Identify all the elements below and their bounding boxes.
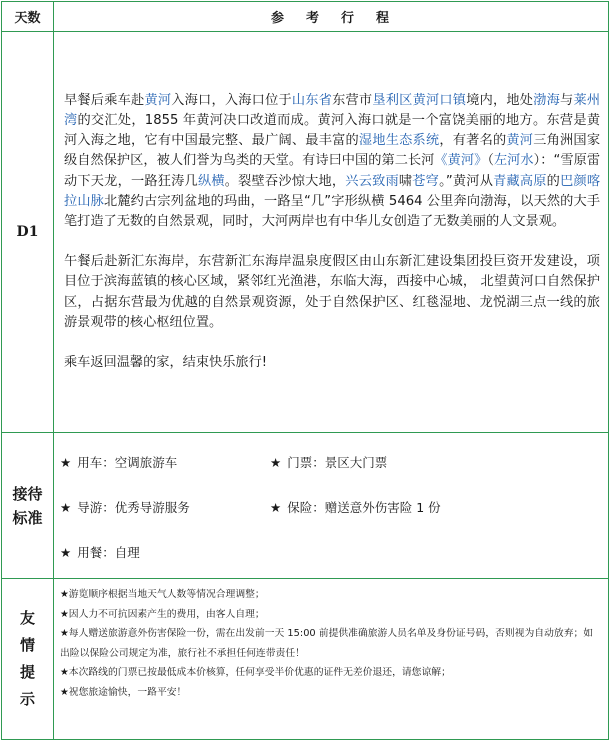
day-column-header: 天数 <box>2 2 54 32</box>
tips-label: 友 情 提 示 <box>2 579 54 740</box>
service-car: ★ 用车：空调旅游车 <box>60 455 178 470</box>
text-segment: 入海口，入海口位于 <box>171 92 292 108</box>
header-row <box>2 2 609 32</box>
text-segment: ，有著名的 <box>439 133 507 149</box>
text-segment: 的交汇处，1855 年黄河决口改道而成。黄河入海口就是一个富饶美丽的地方。东营是黄河入海之地，它有中国最完整、最广阔、最丰富的 <box>64 112 601 149</box>
star-icon: ★ <box>60 500 72 515</box>
text-segment: 北麓约古宗列盆地的玛曲，一路呈“几”字形纵横 5464 公里奔向渤海，以天然的大手笔打造了无数的自然景观，同时，大河两岸也有中华儿女创造了无数美丽的人文景观。 <box>64 193 601 229</box>
keyword-link[interactable]: 黄河口镇 <box>412 92 467 108</box>
service-guide: ★ 导游：优秀导游服务 <box>60 500 190 515</box>
services-row <box>2 433 609 579</box>
text-segment: 。裂壁吞沙惊大地， <box>224 173 346 189</box>
text-segment: 早餐后乘车赴 <box>64 92 145 108</box>
keyword-link[interactable]: 《黄河》 <box>434 153 488 169</box>
day1-description <box>54 32 609 433</box>
services-label: 接待 标准 <box>2 433 54 579</box>
keyword-link[interactable]: 纵横 <box>197 173 225 189</box>
keyword-link[interactable]: 垦利区 <box>372 92 413 108</box>
tip-item: ★本次路线的门票已按最低成本价核算，任何享受半价优惠的证件无差价退还，请您谅解； <box>60 667 451 679</box>
text-segment: （ <box>487 153 494 169</box>
keyword-link[interactable]: 湿地生态系统 <box>358 133 440 149</box>
keyword-link[interactable]: 黄河 <box>144 92 172 108</box>
text-segment: 与 <box>560 92 574 108</box>
day1-paragraph-return: 乘车返回温馨的家，结束快乐旅行! <box>64 355 268 371</box>
star-icon: ★ <box>60 455 72 470</box>
services-cell <box>54 433 609 579</box>
day1-label: D1 <box>2 32 54 433</box>
keyword-link[interactable]: 左河水 <box>493 153 534 169</box>
text-segment: 三角洲国家级自然保护区，被人们誉为鸟类的天堂。有诗曰中国的第二长河 <box>64 133 601 169</box>
itinerary-column-header: 参考行程 <box>54 2 609 32</box>
keyword-link[interactable]: 青藏高原 <box>493 173 547 189</box>
day1-paragraph-morning <box>64 91 600 232</box>
keyword-link[interactable]: 山东省 <box>291 92 333 108</box>
itinerary-table <box>1 1 609 740</box>
tip-item: ★每人赠送旅游意外伤害保险一份，需在出发前一天 15:00 前提供准确旅游人员名单及身份证号码，否则视为自动放弃；如出险以保险公司规定为准，旅行社不承担任何连带责任！ <box>60 628 594 659</box>
tip-item: ★祝您旅途愉快，一路平安！ <box>60 686 187 698</box>
text-segment: 境内，地处 <box>466 92 534 108</box>
keyword-link[interactable]: 苍穹 <box>412 173 440 189</box>
tips-cell <box>54 579 609 740</box>
text-segment: 东营市 <box>332 92 373 108</box>
service-ticket: ★ 门票：景区大门票 <box>270 455 388 470</box>
keyword-link[interactable]: 巴颜喀拉山脉 <box>64 173 601 209</box>
tip-item: ★游览顺序根据当地天气人数等情况合理调整； <box>60 589 265 600</box>
service-meal: ★ 用餐：自理 <box>60 545 140 560</box>
text-segment: 啸 <box>398 173 413 189</box>
day1-row <box>2 32 609 433</box>
keyword-link[interactable]: 兴云致雨 <box>345 173 399 189</box>
keyword-link[interactable]: 黄河 <box>506 133 534 149</box>
text-segment: 的 <box>546 173 561 189</box>
star-icon: ★ <box>270 455 282 470</box>
text-segment: ）：“雪原雷动下天龙，一路狂涛几 <box>64 153 601 189</box>
text-segment: 。”黄河从 <box>439 173 494 189</box>
star-icon: ★ <box>270 500 282 515</box>
tip-item: ★因人力不可抗因素产生的费用，由客人自理； <box>60 608 265 620</box>
keyword-link[interactable]: 莱州湾 <box>64 92 601 128</box>
star-icon: ★ <box>60 545 72 560</box>
tips-row <box>2 579 609 740</box>
day1-paragraph-afternoon: 午餐后赴新汇东海岸，东营新汇东海岸温泉度假区由山东新汇建设集团投巨资开发建设，项目位于滨海蓝镇的核心区域，紧邻红光渔港，东临大海，西接中心城， 北望黄河口自然保护区，占据东营最为优越的自然景观资源，处于自然保护区、红毯湿地、龙悦湖三点一线的旅游景观带的核心枢纽位置。 <box>64 254 600 330</box>
keyword-link[interactable]: 渤海 <box>533 92 561 108</box>
service-insurance: ★ 保险：赠送意外伤害险 1 份 <box>270 500 441 515</box>
